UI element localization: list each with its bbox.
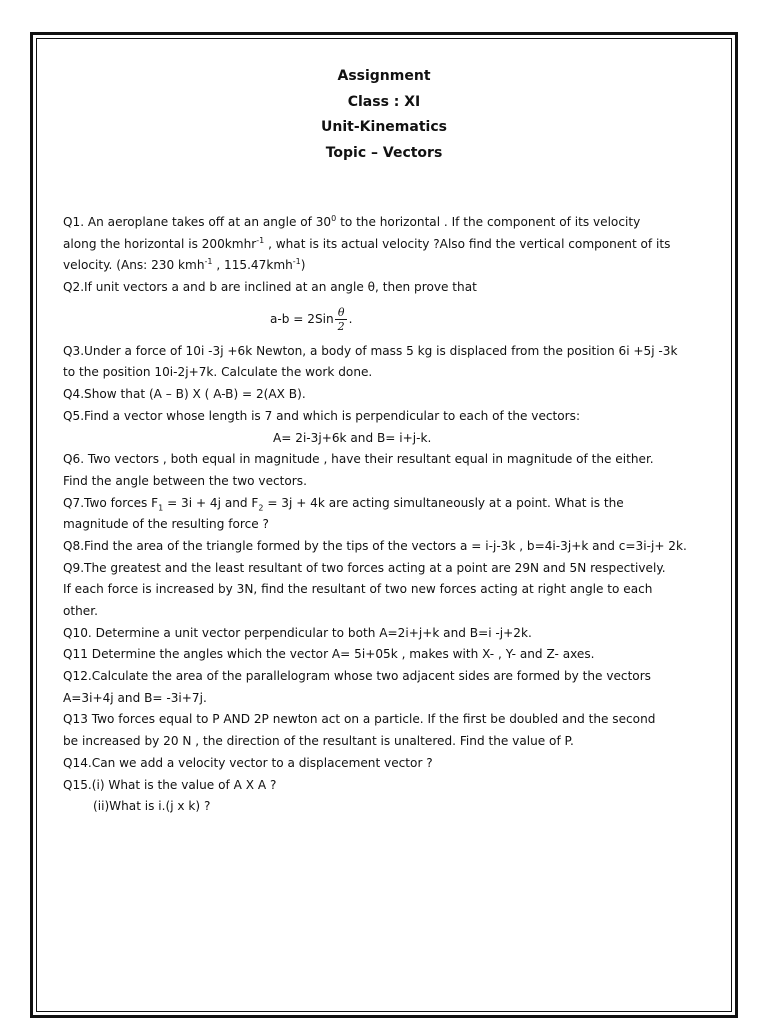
questions-list bbox=[63, 212, 688, 818]
subscript: 2 bbox=[258, 502, 264, 512]
question-7-line-1: Q7.Two forces $F_1 = 3i + 4j$ and $F_2 = 3j + 4k$ are acting simultaneously at a point. What is the bbox=[63, 495, 624, 512]
question-8-line-1: Q8.Find the area of the triangle formed by the tips of the vectors a = i-j-3k , b=4i-3j+k and c=3i-j+ 2k. bbox=[63, 538, 687, 553]
document-title: Assignment bbox=[337, 68, 431, 84]
topic-label: Topic – Vectors bbox=[325, 144, 443, 161]
question-12-line-2: A=3i+4j and B= -3i+7j. bbox=[63, 690, 207, 705]
question-6-line-1: Q6. Two vectors , both equal in magnitude , have their resultant equal in magnitude of the either. bbox=[63, 452, 654, 467]
formula-lhs: a-b = 2Sin bbox=[270, 311, 334, 326]
fraction-denominator: 2 bbox=[337, 320, 345, 334]
question-2-line-1: Q2.If unit vectors a and b are inclined at an angle θ, then prove that bbox=[63, 280, 477, 295]
subscript: 1 bbox=[158, 502, 164, 512]
question-14-line-1: Q14.Can we add a velocity vector to a displacement vector ? bbox=[63, 755, 433, 770]
question-1-line-3: velocity. (Ans: 230 kmh$^{-1}$ , 115.47kmh$^{-1}$) bbox=[63, 257, 306, 273]
superscript: 0 bbox=[331, 213, 337, 223]
formula-end: . bbox=[348, 311, 353, 326]
question-10-line-1: Q10. Determine a unit vector perpendicular to both A=2i+j+k and B=i -j+2k. bbox=[63, 625, 532, 640]
class-label: Class : XI bbox=[347, 93, 421, 110]
question-1-line-1: Q1. An aeroplane takes off at an angle of $30^0$ to the horizontal . If the component of its velocity bbox=[63, 213, 641, 229]
question-6-line-2: Find the angle between the two vectors. bbox=[63, 473, 307, 488]
superscript: -1 bbox=[292, 257, 301, 267]
question-13-line-1: Q13 Two forces equal to P AND 2P newton act on a particle. If the first be doubled and the second bbox=[63, 712, 656, 727]
superscript: -1 bbox=[204, 257, 213, 267]
question-4-line-1: Q4.Show that (A – B) X ( A-B) = 2(AX B). bbox=[63, 387, 306, 402]
superscript: -1 bbox=[256, 235, 265, 245]
question-7-line-2: magnitude of the resulting force ? bbox=[63, 517, 269, 532]
question-9-line-2: If each force is increased by 3N, find the resultant of two new forces acting at right angle to each bbox=[63, 582, 653, 597]
question-12-line-1: Q12.Calculate the area of the parallelogram whose two adjacent sides are formed by the vectors bbox=[63, 669, 651, 684]
unit-label: Unit-Kinematics bbox=[321, 119, 447, 135]
question-3-line-2: to the position 10i-2j+7k. Calculate the work done. bbox=[63, 365, 373, 380]
question-9-line-1: Q9.The greatest and the least resultant of two forces acting at a point are 29N and 5N respectively. bbox=[63, 560, 666, 575]
fraction-numerator: θ bbox=[335, 306, 348, 320]
question-15-line-1: Q15.(i) What is the value of A X A ? bbox=[63, 777, 277, 792]
document-header bbox=[36, 64, 732, 166]
question-2-formula bbox=[63, 299, 688, 341]
question-13-line-2: be increased by 20 N , the direction of the resultant is unaltered. Find the value of P. bbox=[63, 734, 574, 749]
question-11-line-1: Q11 Determine the angles which the vector A= 5i+05k , makes with X- , Y- and Z- axes. bbox=[63, 647, 595, 662]
question-3-line-1: Q3.Under a force of 10i -3j +6k Newton, a body of mass 5 kg is displaced from the position 6i +5j -3k bbox=[63, 343, 678, 358]
question-5-line-1: Q5.Find a vector whose length is 7 and which is perpendicular to each of the vectors: bbox=[63, 408, 581, 423]
question-1-line-2: along the horizontal is 200kmhr$^{-1}$ , what is its actual velocity ?Also find the vertical component of its bbox=[63, 235, 671, 251]
question-9-line-3: other. bbox=[63, 604, 98, 618]
question-5-line-2: A= 2i-3j+6k and B= i+j-k. bbox=[273, 430, 432, 445]
question-15-line-2: (ii)What is i.(j x k) ? bbox=[93, 799, 211, 814]
fraction bbox=[335, 306, 348, 333]
